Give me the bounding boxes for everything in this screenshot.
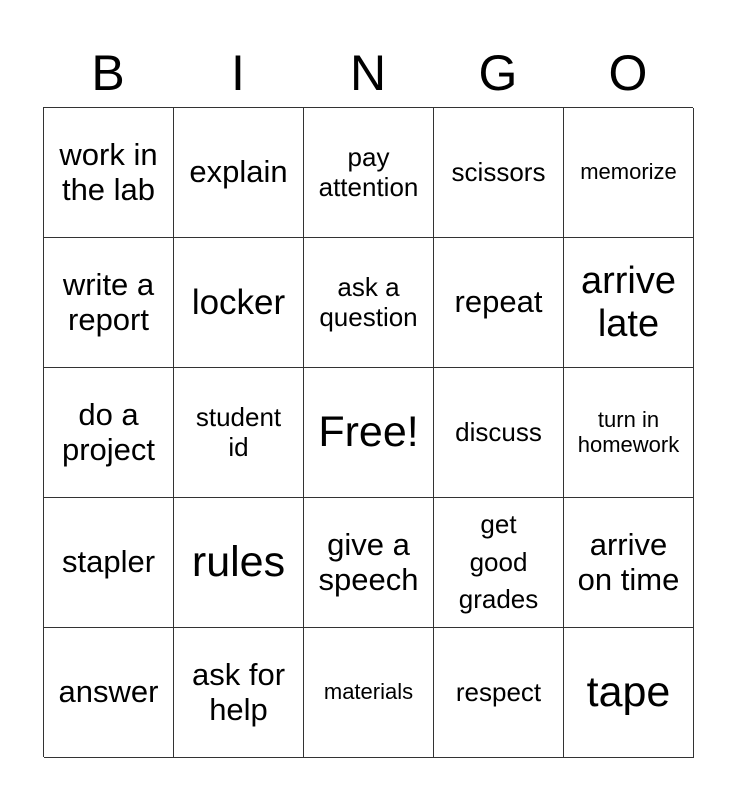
bingo-cell[interactable]: materials bbox=[304, 628, 434, 758]
bingo-header bbox=[43, 40, 693, 106]
bingo-cell[interactable]: ask for help bbox=[174, 628, 304, 758]
header-letter-n: N bbox=[349, 45, 387, 101]
bingo-cell[interactable]: work in the lab bbox=[44, 108, 174, 238]
header-letter-o: O bbox=[608, 45, 648, 101]
free-space-cell[interactable]: Free! bbox=[304, 368, 434, 498]
bingo-cell[interactable]: tape bbox=[564, 628, 694, 758]
bingo-cell[interactable]: scissors bbox=[434, 108, 564, 238]
header-letter-g: G bbox=[478, 45, 518, 101]
bingo-cell[interactable]: get good grades bbox=[434, 498, 564, 628]
bingo-cell[interactable]: write a report bbox=[44, 238, 174, 368]
header-letter-i: I bbox=[231, 45, 245, 101]
bingo-cell[interactable]: answer bbox=[44, 628, 174, 758]
bingo-cell[interactable]: ask a question bbox=[304, 238, 434, 368]
bingo-cell[interactable]: respect bbox=[434, 628, 564, 758]
bingo-cell[interactable]: student id bbox=[174, 368, 304, 498]
bingo-cell[interactable]: turn in homework bbox=[564, 368, 694, 498]
header-letter-b: B bbox=[91, 45, 125, 101]
bingo-cell[interactable]: explain bbox=[174, 108, 304, 238]
bingo-cell[interactable]: do a project bbox=[44, 368, 174, 498]
bingo-cell[interactable]: arrive late bbox=[564, 238, 694, 368]
bingo-cell[interactable]: rules bbox=[174, 498, 304, 628]
bingo-cell[interactable]: stapler bbox=[44, 498, 174, 628]
bingo-cell[interactable]: arrive on time bbox=[564, 498, 694, 628]
bingo-board bbox=[43, 107, 693, 757]
bingo-cell[interactable]: locker bbox=[174, 238, 304, 368]
bingo-cell[interactable]: give a speech bbox=[304, 498, 434, 628]
bingo-cell[interactable]: pay attention bbox=[304, 108, 434, 238]
bingo-cell[interactable]: repeat bbox=[434, 238, 564, 368]
bingo-cell[interactable]: discuss bbox=[434, 368, 564, 498]
bingo-cell[interactable]: memorize bbox=[564, 108, 694, 238]
